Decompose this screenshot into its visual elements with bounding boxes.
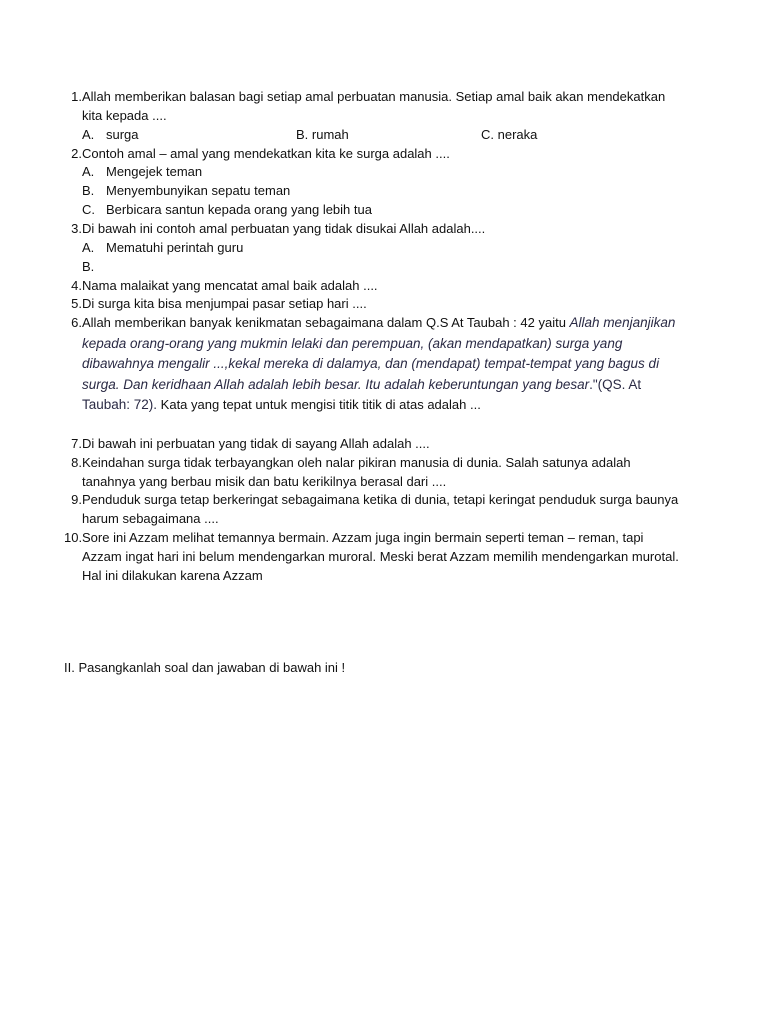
- question-text: Di bawah ini perbuatan yang tidak di sayang Allah adalah ....: [82, 436, 430, 451]
- option-2c: C. Berbicara santun kepada orang yang lebih tua: [82, 202, 372, 217]
- question-4: [64, 276, 684, 295]
- question-number: 7.: [71, 436, 82, 451]
- question-text: [82, 313, 684, 416]
- question-text: Di bawah ini contoh amal perbuatan yang tidak disukai Allah adalah....: [82, 221, 486, 236]
- question-9: [64, 490, 684, 528]
- question-text: Allah memberikan balasan bagi setiap amal perbuatan manusia. Setiap amal baik akan mendekatkan kita kepada ....: [82, 89, 666, 123]
- option-1a: A. surga: [82, 127, 139, 142]
- question-text: Contoh amal – amal yang mendekatkan kita ke surga adalah ....: [82, 146, 450, 161]
- question-10: [64, 528, 684, 585]
- question-text: Di surga kita bisa menjumpai pasar setiap hari ....: [82, 296, 367, 311]
- option-3a: A. Mematuhi perintah guru: [82, 240, 244, 255]
- question-number: 9.: [71, 492, 82, 507]
- question-8: [64, 453, 684, 491]
- question-number: 8.: [71, 455, 82, 470]
- question-text: Keindahan surga tidak terbayangkan oleh nalar pikiran manusia di dunia. Salah satunya adalah tanahnya yang berbau misik dan batu kerikilnya berasal dari ....: [82, 455, 631, 489]
- question-text: Penduduk surga tetap berkeringat sebagaimana ketika di dunia, tetapi keringat penduduk surga baunya harum sebagaimana ....: [82, 492, 679, 526]
- question-1: [64, 87, 684, 125]
- question-2: [64, 144, 684, 163]
- question-5: [64, 294, 684, 313]
- section-heading: II. Pasangkanlah soal dan jawaban di bawah ini !: [64, 660, 346, 675]
- question-tail: Kata yang tepat untuk mengisi titik titik di atas adalah ...: [157, 397, 481, 412]
- question-number: 2.: [71, 146, 82, 161]
- question-number: 1.: [71, 89, 82, 104]
- question-number: 6.: [71, 315, 82, 330]
- question-number: 4.: [71, 278, 82, 293]
- question-3: [64, 219, 684, 238]
- question-text: Sore ini Azzam melihat temannya bermain. Azzam juga ingin bermain seperti teman – reman, tapi Azzam ingat hari ini belum mendengarkan muroral. Meski berat Azzam memilih mendengarkan murotal. Hal ini dilakukan karena Azzam: [82, 530, 679, 583]
- question-7: [64, 434, 684, 453]
- question-number: 5.: [71, 296, 82, 311]
- option-1b: B. rumah: [296, 127, 349, 142]
- option-3b: B.: [82, 259, 95, 274]
- verse-citation: ."(QS. At Taubah: 72).: [82, 376, 642, 412]
- option-1c: C. neraka: [481, 127, 538, 142]
- option-2a: A. Mengejek teman: [82, 164, 203, 179]
- quran-verse: Allah menjanjikan kepada orang-orang yang mukmin lelaki dan perempuan, (akan mendapatkan) surga yang dibawahnya mengalir ...,kekal mereka di dalamya, dan (mendapat) tempat-tempat yang bagus di surga. Dan keridhaan Allah adalah lebih besar. Itu adalah keberuntungan yang besar: [82, 315, 676, 392]
- question-number: 10.: [64, 530, 83, 545]
- question-6: [64, 313, 684, 416]
- question-intro: Allah memberikan banyak kenikmatan sebagaimana dalam Q.S At Taubah : 42 yaitu: [82, 315, 570, 330]
- question-number: 3.: [71, 221, 82, 236]
- option-2b: B. Menyembunyikan sepatu teman: [82, 183, 291, 198]
- question-text: Nama malaikat yang mencatat amal baik adalah ....: [82, 278, 378, 293]
